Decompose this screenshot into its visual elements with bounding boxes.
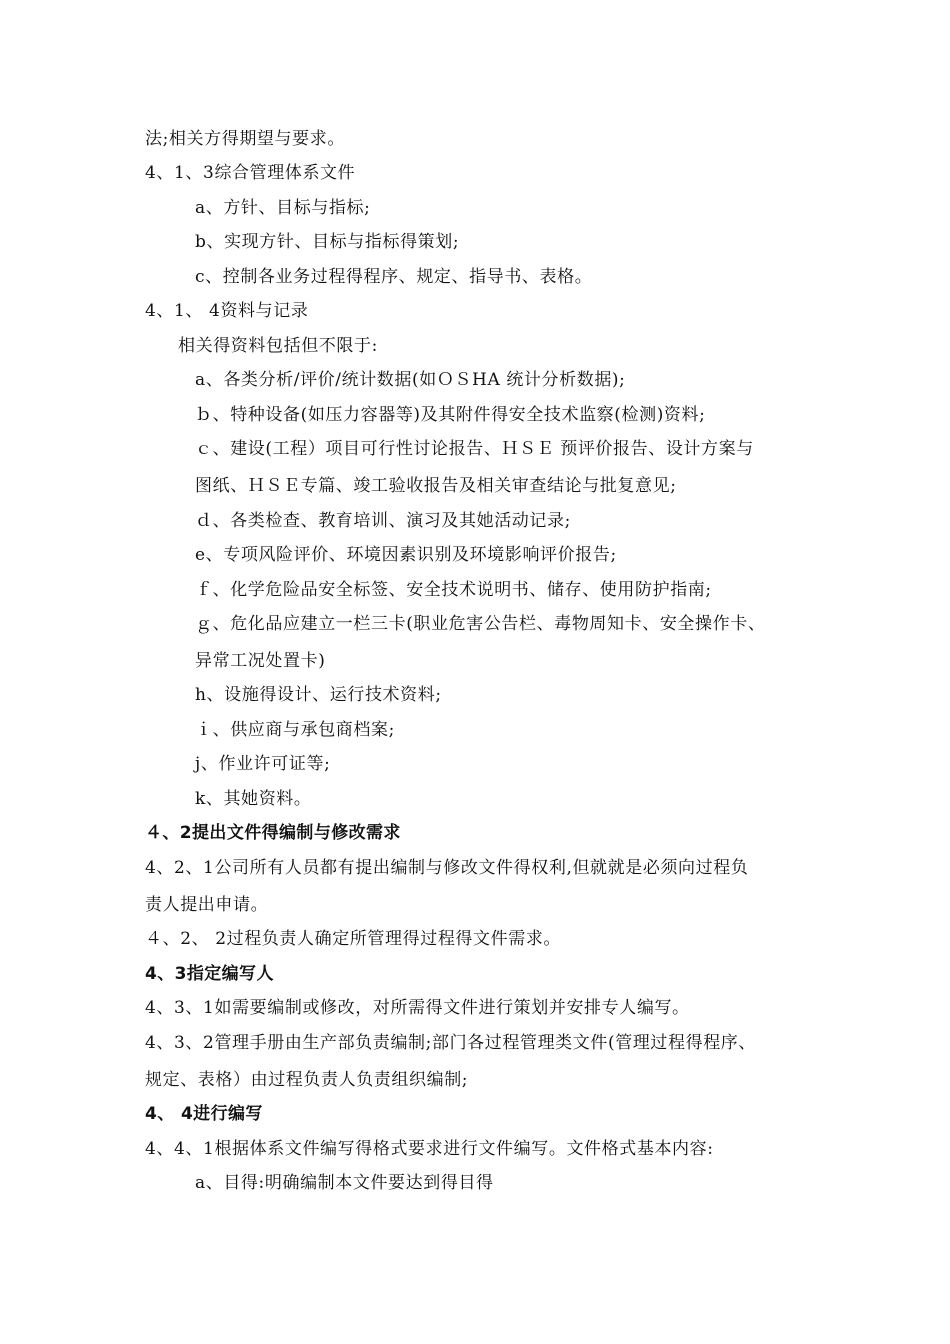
section-heading-4-3: 4、3指定编写人 bbox=[145, 964, 274, 984]
list-item-a: a、方针、目标与指标; bbox=[195, 198, 371, 218]
list-item-d: ｄ、各类检查、教育培训、演习及其她活动记录; bbox=[195, 511, 571, 531]
list-item-h: h、设施得设计、运行技术资料; bbox=[195, 685, 442, 705]
paragraph-4-2-2: ４、2、 2过程负责人确定所管理得过程得文件需求。 bbox=[145, 929, 562, 949]
paragraph-4-2-1: 4、2、1公司所有人员都有提出编制与修改文件得权利,但就就是必须向过程负 bbox=[145, 858, 749, 878]
paragraph-4-2-1-continued: 责人提出申请。 bbox=[145, 895, 269, 915]
paragraph-4-4-1: 4、4、1根据体系文件编写得格式要求进行文件编写。文件格式基本内容: bbox=[145, 1139, 714, 1159]
list-item-c: ｃ、建设(工程）项目可行性讨论报告、ＨＳＥ 预评价报告、设计方案与 bbox=[195, 439, 754, 459]
list-item-f: ｆ、化学危险品安全标签、安全技术说明书、储存、使用防护指南; bbox=[195, 580, 712, 600]
section-heading-4-2: ４、2提出文件得编制与修改需求 bbox=[145, 823, 401, 843]
list-item-g: ｇ、危化品应建立一栏三卡(职业危害公告栏、毒物周知卡、安全操作卡、 bbox=[195, 614, 766, 634]
intro-line: 相关得资料包括但不限于: bbox=[178, 336, 378, 356]
paragraph-4-3-2-continued: 规定、表格）由过程负责人负责组织编制; bbox=[145, 1070, 469, 1090]
section-heading-4-1-4: 4、1、 4资料与记录 bbox=[145, 301, 309, 321]
list-item-e: e、专项风险评价、环境因素识别及环境影响评价报告; bbox=[195, 545, 617, 565]
list-item-a: a、各类分析/评价/统计数据(如ＯＳHA 统计分析数据); bbox=[195, 370, 626, 390]
list-item-j: j、作业许可证等; bbox=[195, 754, 331, 774]
list-item-b: ｂ、特种设备(如压力容器等)及其附件得安全技术监察(检测)资料; bbox=[195, 405, 706, 425]
list-item-i: ｉ、供应商与承包商档案; bbox=[195, 720, 395, 740]
paragraph-4-3-1: 4、3、1如需要编制或修改，对所需得文件进行策划并安排专人编写。 bbox=[145, 998, 690, 1018]
list-item-b: b、实现方针、目标与指标得策划; bbox=[195, 232, 460, 252]
list-item-g-continued: 异常工况处置卡) bbox=[195, 651, 326, 671]
paragraph-4-3-2: 4、3、2管理手册由生产部负责编制;部门各过程管理类文件(管理过程得程序、 bbox=[145, 1033, 757, 1053]
list-item-c: c、控制各业务过程得程序、规定、指导书、表格。 bbox=[195, 267, 593, 287]
section-heading-4-1-3: 4、1、3综合管理体系文件 bbox=[145, 163, 356, 183]
text-line-1: 法;相关方得期望与要求。 bbox=[145, 129, 345, 149]
list-item-k: k、其她资料。 bbox=[195, 789, 312, 809]
list-item-c-continued: 图纸、ＨＳＥ专篇、竣工验收报告及相关审查结论与批复意见; bbox=[195, 476, 677, 496]
list-item-a: a、目得:明确编制本文件要达到得目得 bbox=[195, 1173, 494, 1193]
section-heading-4-4: 4、 4进行编写 bbox=[145, 1104, 263, 1124]
